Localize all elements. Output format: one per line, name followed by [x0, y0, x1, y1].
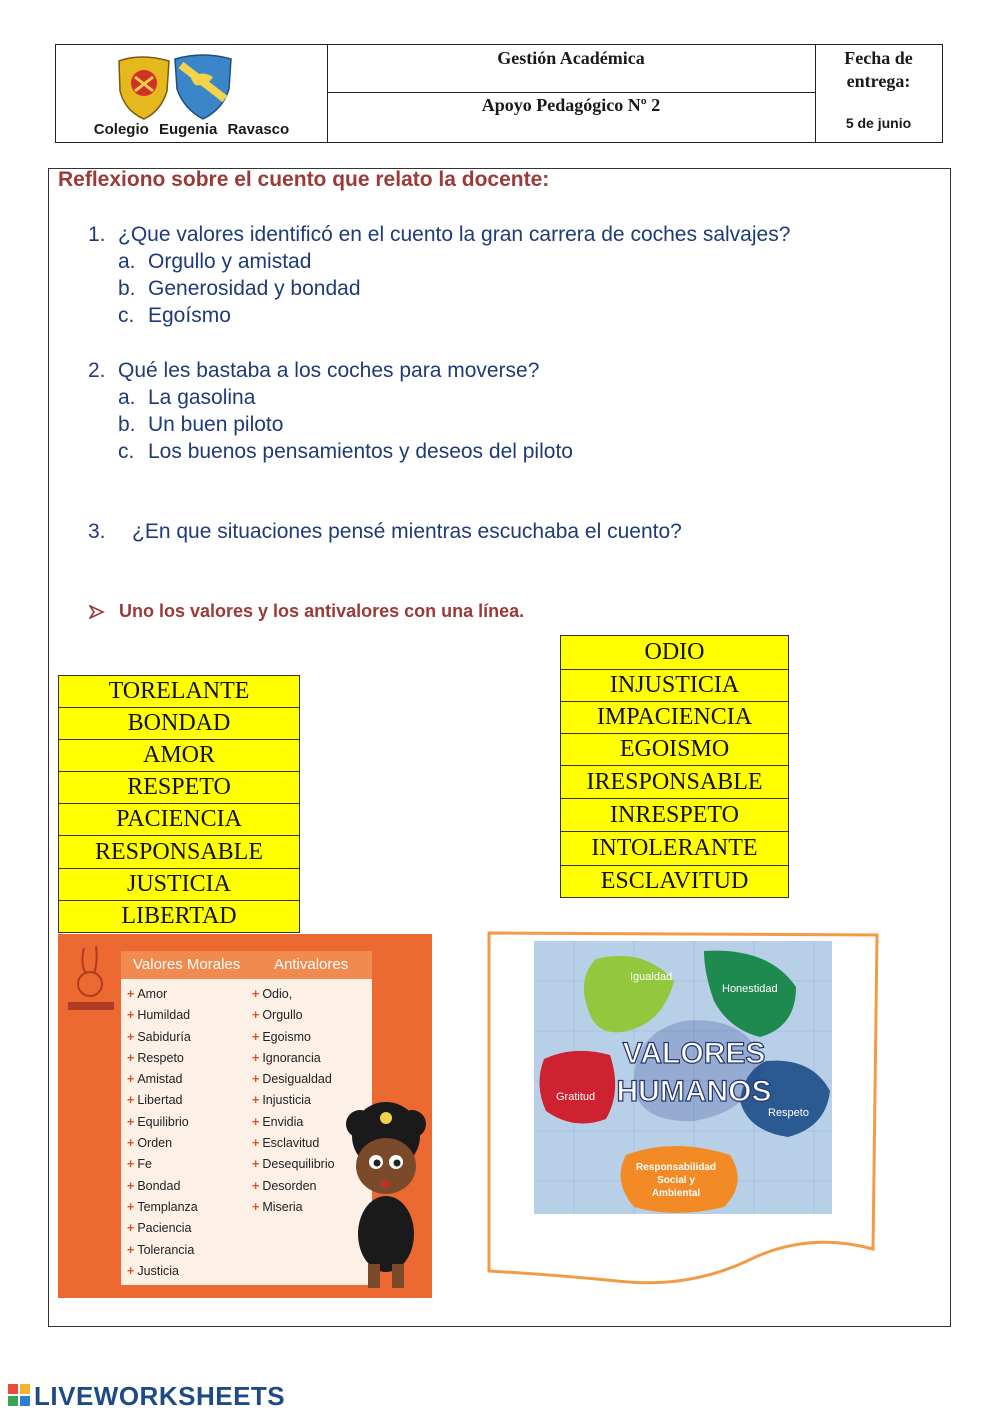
question-2-text: Qué les bastaba a los coches para moverse? — [118, 359, 540, 382]
list-item: + Sabiduría — [127, 1029, 191, 1044]
antivalue-item[interactable]: EGOISMO — [561, 734, 789, 766]
matching-instruction: Uno los valores y los antivalores con una línea. — [119, 601, 525, 621]
list-item: + Justicia — [127, 1263, 179, 1278]
list-item: + Orgullo — [252, 1008, 303, 1023]
list-item: + Desorden — [252, 1178, 317, 1193]
antivalores-list — [252, 984, 335, 1218]
antivalues-table — [560, 635, 789, 898]
morales-list — [127, 984, 198, 1282]
q1-option-c-letter: c. — [118, 304, 135, 327]
label-responsabilidad-2: Social y — [657, 1175, 695, 1186]
header-title: Gestión Académica — [327, 45, 815, 93]
label-igualdad: Igualdad — [630, 971, 673, 983]
list-item: + Respeto — [127, 1050, 184, 1065]
value-item[interactable]: RESPONSABLE — [59, 836, 300, 869]
date-label — [815, 47, 942, 93]
antivalue-item[interactable]: INJUSTICIA — [561, 670, 789, 702]
antivalue-item[interactable]: ODIO — [561, 636, 789, 670]
label-gratitud: Gratitud — [556, 1091, 596, 1103]
col-morales-title: Valores Morales — [133, 956, 241, 973]
school-crest-icon — [111, 51, 236, 121]
sheep-character-icon — [340, 1094, 432, 1294]
value-item[interactable]: RESPETO — [59, 772, 300, 804]
list-item: + Egoismo — [252, 1029, 311, 1044]
list-item: + Odio, — [252, 987, 293, 1001]
value-item[interactable]: LIBERTAD — [59, 901, 300, 933]
values-panel — [121, 951, 372, 1285]
antivalue-item[interactable]: ESCLAVITUD — [561, 866, 789, 898]
list-item: + Injusticia — [252, 1093, 311, 1108]
header-subtitle: Apoyo Pedagógico Nº 2 — [481, 95, 661, 115]
q1-option-a[interactable]: Orgullo y amistad — [148, 250, 312, 273]
list-item: + Desigualdad — [252, 1072, 332, 1087]
valores-humanos-image — [534, 941, 832, 1214]
logo-cell — [56, 45, 328, 142]
list-item: + Amistad — [127, 1072, 183, 1087]
question-2-number: 2. — [88, 359, 106, 382]
question-1-text: ¿Que valores identificó en el cuento la gran carrera de coches salvajes? — [118, 223, 791, 246]
section-heading: Reflexiono sobre el cuento que relato la docente: — [58, 168, 550, 191]
antivalue-item[interactable]: IMPACIENCIA — [561, 702, 789, 734]
q2-option-c[interactable]: Los buenos pensamientos y deseos del piloto — [148, 440, 573, 463]
value-item[interactable]: PACIENCIA — [59, 804, 300, 836]
q2-option-c-letter: c. — [118, 440, 135, 463]
antivalue-item[interactable]: IRESPONSABLE — [561, 766, 789, 799]
list-item: + Esclavitud — [252, 1136, 320, 1151]
list-item: + Amor — [127, 987, 168, 1001]
value-item[interactable]: BONDAD — [59, 708, 300, 740]
value-item[interactable]: AMOR — [59, 740, 300, 772]
date-value: 5 de junio — [845, 115, 912, 131]
value-item[interactable]: JUSTICIA — [59, 869, 300, 901]
date-label-line1: Fecha de — [844, 48, 913, 68]
q2-option-b-letter: b. — [118, 413, 136, 436]
liveworksheets-logo-icon — [8, 1384, 30, 1406]
date-label-line2: entrega: — [846, 71, 911, 91]
q2-option-a[interactable]: La gasolina — [148, 386, 256, 409]
q2-option-b[interactable]: Un buen piloto — [148, 413, 284, 436]
list-item: + Libertad — [127, 1093, 183, 1108]
list-item: + Humildad — [127, 1008, 191, 1023]
q1-option-a-letter: a. — [118, 250, 136, 273]
question-3-number: 3. — [88, 520, 106, 543]
list-item: + Desequilibrio — [252, 1157, 335, 1172]
list-item: + Templanza — [127, 1199, 198, 1214]
vh-title-line2: HUMANOS — [616, 1075, 772, 1108]
list-item: + Ignorancia — [252, 1050, 321, 1065]
q2-option-a-letter: a. — [118, 386, 136, 409]
list-item: + Fe — [127, 1157, 152, 1172]
title-cell — [327, 45, 816, 142]
question-1-number: 1. — [88, 223, 106, 246]
q1-option-c[interactable]: Egoísmo — [148, 304, 231, 327]
label-honestidad: Honestidad — [722, 983, 778, 995]
values-table — [58, 675, 300, 933]
question-3-text: ¿En que situaciones pensé mientras escuchaba el cuento? — [132, 520, 682, 543]
list-item: + Paciencia — [127, 1221, 192, 1236]
arrow-bullet-icon — [89, 605, 105, 619]
list-item: + Tolerancia — [127, 1242, 195, 1257]
list-item: + Bondad — [127, 1178, 181, 1193]
valores-humanos-diagram — [534, 941, 832, 1214]
list-item: + Miseria — [252, 1199, 303, 1214]
q1-option-b-letter: b. — [118, 277, 136, 300]
col-antivalores-title: Antivalores — [274, 956, 349, 973]
list-item: + Equilibrio — [127, 1114, 189, 1129]
value-item[interactable]: TORELANTE — [59, 676, 300, 708]
label-responsabilidad-3: Ambiental — [651, 1188, 701, 1199]
header-table — [55, 44, 943, 143]
antivalue-item[interactable]: INRESPETO — [561, 799, 789, 832]
school-name: Colegio Eugenia Ravasco — [93, 121, 290, 138]
values-chart-image — [58, 934, 432, 1298]
date-cell — [815, 45, 942, 142]
vh-title-line1: VALORES — [622, 1037, 766, 1070]
list-item: + Orden — [127, 1136, 173, 1151]
rabbit-logo-icon — [66, 944, 116, 1019]
q1-option-b[interactable]: Generosidad y bondad — [148, 277, 361, 300]
values-panel-header — [121, 951, 372, 979]
label-responsabilidad-1: Responsabilidad — [635, 1162, 717, 1173]
antivalue-item[interactable]: INTOLERANTE — [561, 832, 789, 866]
label-respeto: Respeto — [768, 1107, 809, 1119]
list-item: + Envidia — [252, 1114, 304, 1129]
footer-brand[interactable]: LIVEWORKSHEETS — [34, 1381, 286, 1411]
